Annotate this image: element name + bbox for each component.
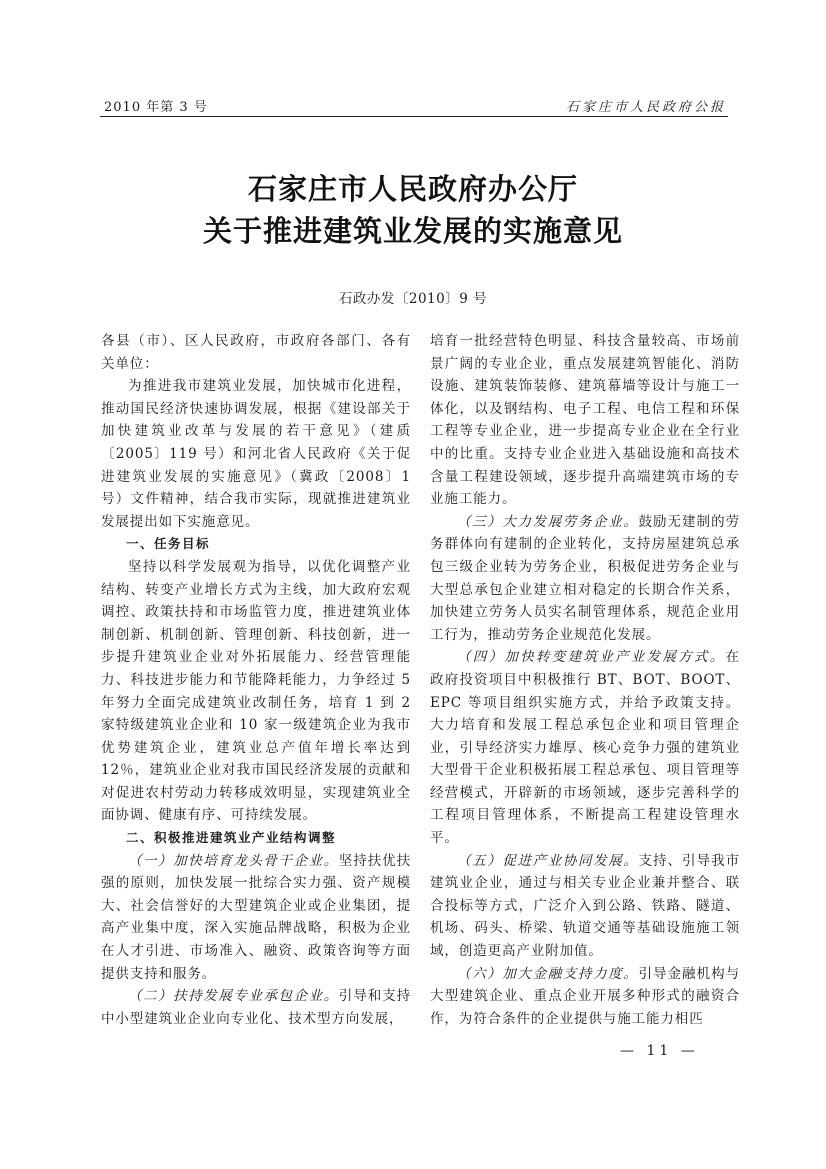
item-3-text: 鼓励无建制的劳务群体向有建制的企业转化，支持房屋建筑总承包三级企业转为劳务企业，积极促进劳务企业与大型总承包企业建立相对稳定的长期合作关系，加快建立劳务人员实名制管理体系，规范企业用工行为，推动劳务企业规范化发展。 [430, 513, 740, 643]
intro-paragraph: 为推进我市建筑业发展，加快城市化进程，推动国民经济快速协调发展，根据《建设部关于加快建筑业改革与发展的若干意见》（建质〔2005〕119 号）和河北省人民政府《关于促进建筑业发展的实施意见》（冀政〔2008〕1 号）文件精神，结合我市实际，现就推进建筑业发展提出如下实施意见。 [101, 378, 411, 530]
document-number: 石政办发〔2010〕9 号 [338, 291, 488, 307]
right-column [430, 330, 740, 1030]
title-line-2: 关于推进建筑业发展的实施意见 [202, 214, 623, 248]
running-header [100, 94, 728, 116]
item-4-paragraph [430, 646, 740, 849]
item-1-lead: （一）加快培育龙头骨干企业。 [128, 852, 339, 869]
item-5-lead: （五）促进产业协同发展。 [457, 852, 639, 869]
item-2-paragraph-continued: 培育一批经营特色明显、科技含量较高、市场前景广阔的专业企业，重点发展建筑智能化、消防设施、建筑装饰装修、建筑幕墙等设计与施工一体化，以及钢结构、电子工程、电信工程和环保工程等专业企业，进一步提高专业企业在全行业中的比重。支持专业企业进入基础设施和高技术含量工程建设领域，逐步提升高端建筑市场的专业施工能力。 [430, 333, 740, 508]
header-rule [100, 116, 728, 117]
item-2-text-start: 引导和支持中小型建筑业企业向专业化、技术型方向发展， [101, 988, 412, 1027]
item-1-paragraph [101, 850, 411, 986]
item-5-paragraph [430, 850, 740, 963]
section-1-paragraph: 坚持以科学发展观为指导，以优化调整产业结构、转变产业增长方式为主线，加大政府宏观调控、政策扶持和市场监管力度，推进建筑业体制创新、机制创新、管理创新、科技创新，进一步提升建筑业企业对外拓展能力、经营管理能力、科技进步能力和节能降耗能力，力争经过 5 年努力全面完成建筑业改制任务，培育 1 到 2 家特级建筑业企业和 10 家一级建筑企业为我市优势建筑企业，建筑业总产值年增长率达到 12％，建筑业企业对我市国民经济发展的贡献和对促进农村劳动力转移成效明显，实现建筑业全面协调、健康有序、可持续发展。 [101, 558, 411, 824]
item-5-text: 支持、引导我市建筑业企业，通过与相关专业企业兼并整合、联合投标等方式，广泛介入到公路、铁路、隧道、机场、码头、桥梁、轨道交通等基础设施施工领域，创造更高产业附加值。 [430, 852, 740, 960]
left-column [101, 330, 411, 1030]
item-3-paragraph [430, 511, 740, 647]
item-6-paragraph [430, 963, 740, 1031]
section-heading-1: 一、任务目标 [126, 536, 211, 552]
item-6-text: 引导金融机构与大型建筑企业、重点企业开展多种形式的融资合作，为符合条件的企业提供与施工能力相匹 [430, 965, 740, 1027]
item-4-lead: （四）加快转变建筑业产业发展方式。 [457, 649, 726, 666]
item-3-lead: （三）大力发展劳务企业。 [457, 513, 639, 530]
item-4-text: 在政府投资项目中积极推行 BT、BOT、BOOT、EPC 等项目组织实施方式，并给予政策支持。大力培育和发展工程总承包企业和项目管理企业，引导经济实力雄厚、核心竞争力强的建筑业大型骨干企业积极拓展工程总承包、项目管理等经营模式，开辟新的市场领域，逐步完善科学的工程项目管理体系，不断提高工程建设管理水平。 [430, 649, 740, 847]
section-heading-2: 二、积极推进建筑业产业结构调整 [126, 830, 337, 846]
item-2-paragraph-start [101, 985, 411, 1030]
publication-name: 石家庄市人民政府公报 [565, 100, 726, 115]
document-title [0, 168, 826, 252]
title-line-1: 石家庄市人民政府办公厅 [247, 172, 578, 206]
item-6-lead: （六）加大金融支持力度。 [457, 965, 639, 982]
salutation: 各县（市）、区人民政府，市政府各部门、各有关单位： [101, 333, 411, 372]
page-number: — 11 — [620, 1043, 699, 1059]
item-1-text: 坚持扶优扶强的原则，加快发展一批综合实力强、资产规模大、社会信誉好的大型建筑企业或企业集团，提高产业集中度，深入实施品牌战略，积极为企业在人才引进、市场准入、融资、政策咨询等方面提供支持和服务。 [101, 852, 412, 982]
item-2-lead: （二）扶持发展专业承包企业。 [128, 988, 339, 1005]
issue-label: 2010 年第 3 号 [104, 100, 208, 115]
